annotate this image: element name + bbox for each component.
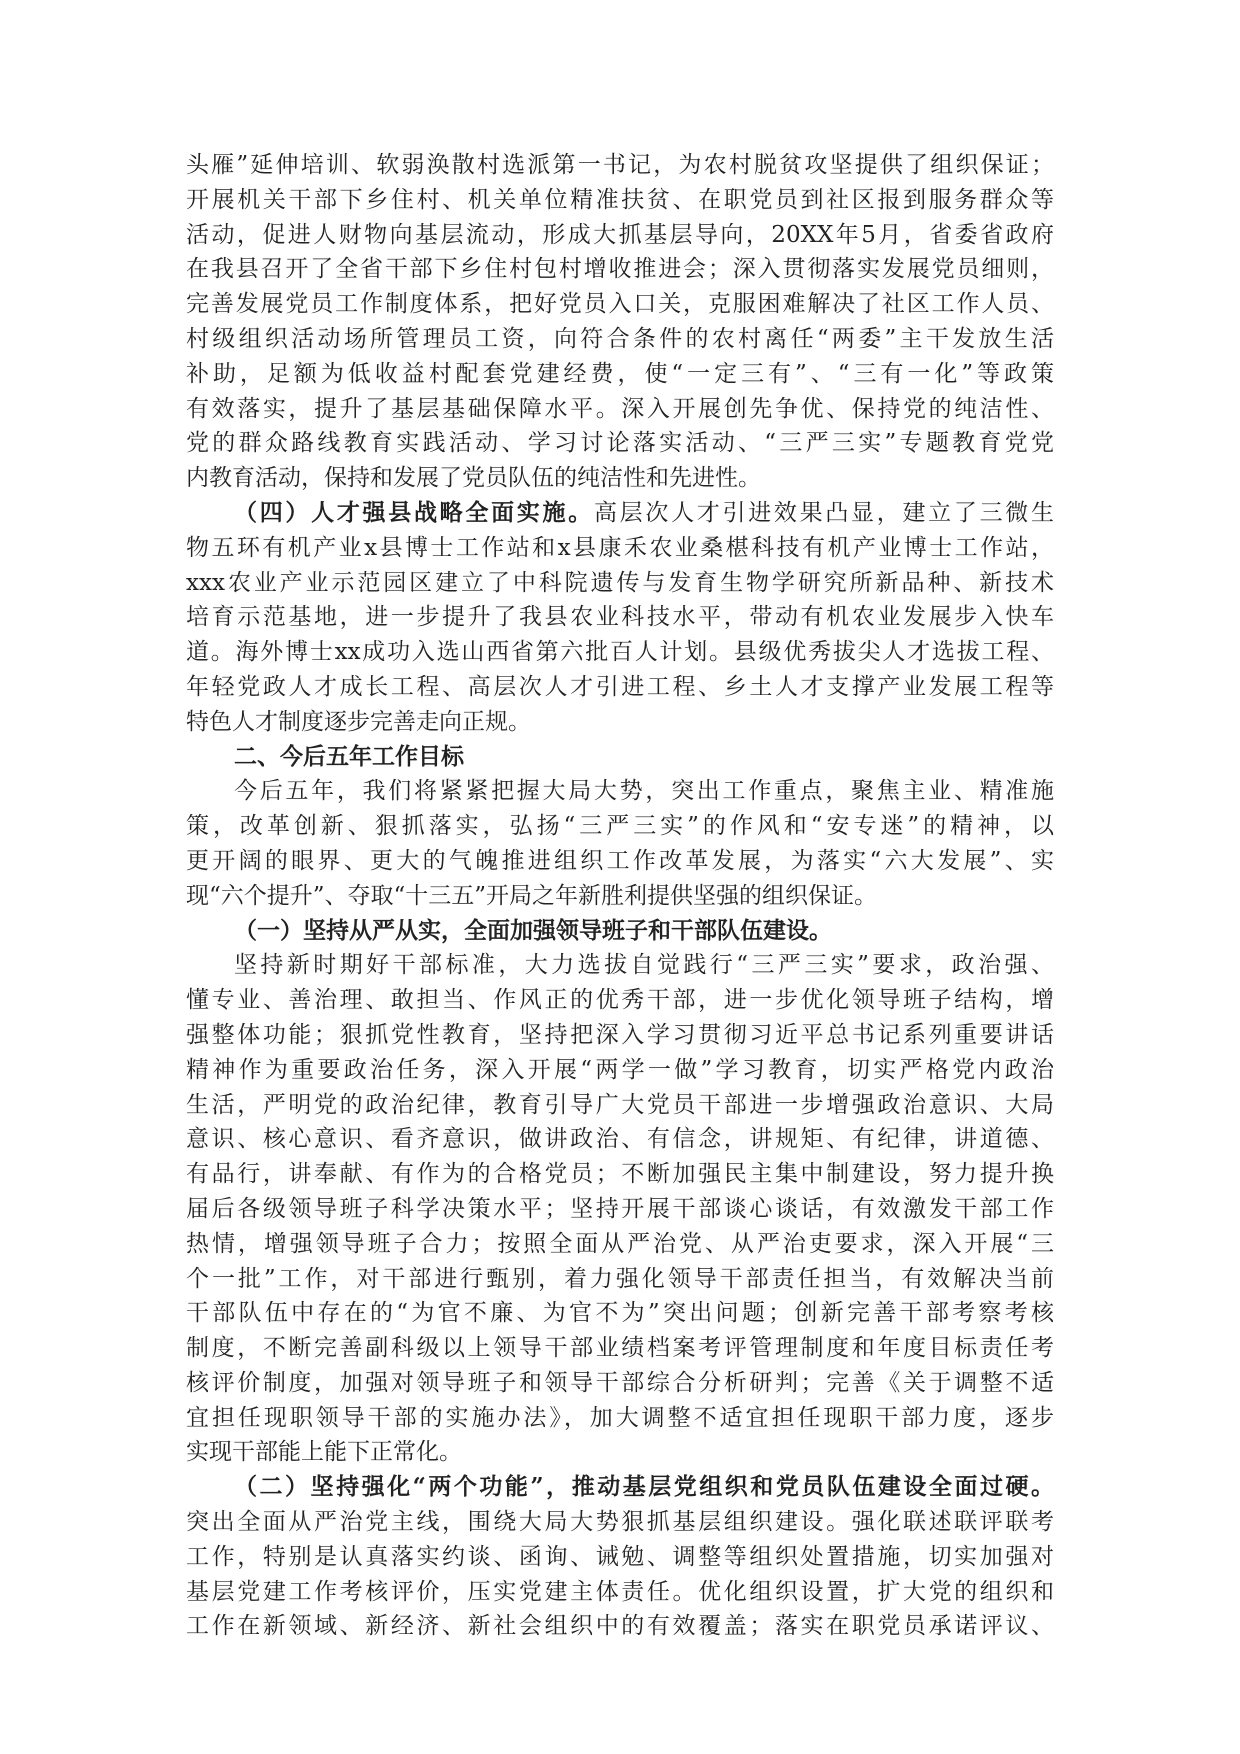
text-line: 道。海外博士xx成功入选山西省第六批百人计划。县级优秀拔尖人才选拔工程、 (186, 639, 1054, 666)
paragraph-grassroots-building (186, 148, 1054, 496)
text-line: 生活，严明党的政治纪律，教育引导广大党员干部进一步增强政治意识、大局 (186, 1091, 1054, 1118)
text-line: 内教育活动，保持和发展了党员队伍的纯洁性和先进性。 (186, 465, 761, 492)
text-line: 策，改革创新、狠抓落实，弘扬“三严三实”的作风和“安专迷”的精神，以 (186, 813, 1054, 840)
text-line: 制度，不断完善副科级以上领导干部业绩档案考评管理制度和年度目标责任考 (186, 1335, 1054, 1362)
text-line: 突出全面从严治党主线，围绕大局大势狠抓基层组织建设。强化联述联评联考 (186, 1509, 1054, 1536)
text-line: 坚持新时期好干部标准，大力选拔自觉践行“三严三实”要求，政治强、 (234, 952, 1054, 979)
text-line: 精神作为重要政治任务，深入开展“两学一做”学习教育，切实严格党内政治 (186, 1056, 1054, 1083)
text-line (186, 496, 1054, 531)
text-line: 宜担任现职领导干部的实施办法》，加大调整不适宜担任现职干部力度，逐步 (186, 1404, 1054, 1431)
text-line: 开展机关干部下乡住村、机关单位精准扶贫、在职党员到社区报到服务群众等 (186, 186, 1054, 213)
text-line: 物五环有机产业x县博士工作站和x县康禾农业桑椹科技有机产业博士工作站， (186, 534, 1054, 561)
text-line: 有效落实，提升了基层基础保障水平。深入开展创先争优、保持党的纯洁性、 (186, 395, 1054, 422)
text-line: 届后各级领导班子科学决策水平；坚持开展干部谈心谈话，有效激发干部工作 (186, 1195, 1054, 1222)
text-line: 年轻党政人才成长工程、高层次人才引进工程、乡土人才支撑产业发展工程等 (186, 673, 1054, 700)
text-line: 村级组织活动场所管理员工资，向符合条件的农村离任“两委”主干发放生活 (186, 325, 1054, 352)
text-line: 意识、核心意识、看齐意识，做讲政治、有信念，讲规矩、有纪律，讲道德、 (186, 1126, 1054, 1153)
text-line: 实现干部能上能下正常化。 (186, 1439, 462, 1466)
text-line: 今后五年，我们将紧紧把握大局大势，突出工作重点，聚焦主业、精准施 (234, 778, 1054, 805)
text-line: 强整体功能；狠抓党性教育，坚持把深入学习贯彻习近平总书记系列重要讲话 (186, 1021, 1054, 1048)
subsection-heading-two-functions: （二）坚持强化“两个功能”，推动基层党组织和党员队伍建设全面过硬。 (234, 1473, 1054, 1501)
text-line: 基层党建工作考核评价，压实党建主体责任。优化组织设置，扩大党的组织和 (186, 1578, 1054, 1605)
subsection-heading-talent: （四）人才强县战略全面实施。 (234, 498, 594, 526)
text-line: 干部队伍中存在的“为官不廉、为官不为”突出问题；创新完善干部考察考核 (186, 1300, 1054, 1327)
text-run: 高层次人才引进效果凸显，建立了三微生 (593, 499, 1054, 526)
text-line: 个一批”工作，对干部进行甄别，着力强化领导干部责任担当，有效解决当前 (186, 1265, 1054, 1292)
text-line: 更开阔的眼界、更大的气魄推进组织工作改革发展，为落实“六大发展”、实 (186, 847, 1054, 874)
paragraph-five-year-intro (186, 774, 1054, 913)
text-line: 培育示范基地，进一步提升了我县农业科技水平，带动有机农业发展步入快车 (186, 604, 1054, 631)
text-line: 完善发展党员工作制度体系，把好党员入口关，克服困难解决了社区工作人员、 (186, 291, 1054, 318)
text-line: 工作在新领域、新经济、新社会组织中的有效覆盖；落实在职党员承诺评议、 (186, 1613, 1054, 1640)
paragraph-leadership (186, 948, 1054, 1470)
section-heading-five-year-goals: 二、今后五年工作目标 (234, 742, 464, 770)
paragraph-two-functions (186, 1505, 1054, 1644)
text-line: 现“六个提升”、夺取“十三五”开局之年新胜利提供坚强的组织保证。 (186, 882, 878, 909)
text-line: 头雁”延伸培训、软弱涣散村选派第一书记，为农村脱贫攻坚提供了组织保证； (186, 152, 1054, 178)
text-line: 补助，足额为低收益村配套党建经费，使“一定三有”、“三有一化”等政策 (186, 360, 1054, 387)
text-line: xxx农业产业示范园区建立了中科院遗传与发育生物学研究所新品种、新技术 (186, 569, 1054, 596)
text-line: 党的群众路线教育实践活动、学习讨论落实活动、“三严三实”专题教育党党 (186, 430, 1054, 457)
text-line: 有品行，讲奉献、有作为的合格党员；不断加强民主集中制建设，努力提升换 (186, 1161, 1054, 1188)
text-line: 活动，促进人财物向基层流动，形成大抓基层导向，20XX年5月，省委省政府 (186, 221, 1054, 248)
document-body (186, 148, 1054, 1644)
text-line: 核评价制度，加强对领导班子和领导干部综合分析研判；完善《关于调整不适 (186, 1369, 1054, 1396)
subsection-heading-leadership: （一）坚持从严从实，全面加强领导班子和干部队伍建设。 (234, 916, 832, 944)
text-line: 在我县召开了全省干部下乡住村包村增收推进会；深入贯彻落实发展党员细则， (186, 256, 1054, 283)
text-line: 特色人才制度逐步完善走向正规。 (186, 708, 531, 735)
paragraph-talent-strategy (186, 496, 1054, 740)
text-line: 工作，特别是认真落实约谈、函询、诫勉、调整等组织处置措施，切实加强对 (186, 1543, 1054, 1570)
text-line: 热情，增强领导班子合力；按照全面从严治党、从严治吏要求，深入开展“三 (186, 1230, 1054, 1257)
text-line: 懂专业、善治理、敢担当、作风正的优秀干部，进一步优化领导班子结构，增 (186, 987, 1054, 1014)
